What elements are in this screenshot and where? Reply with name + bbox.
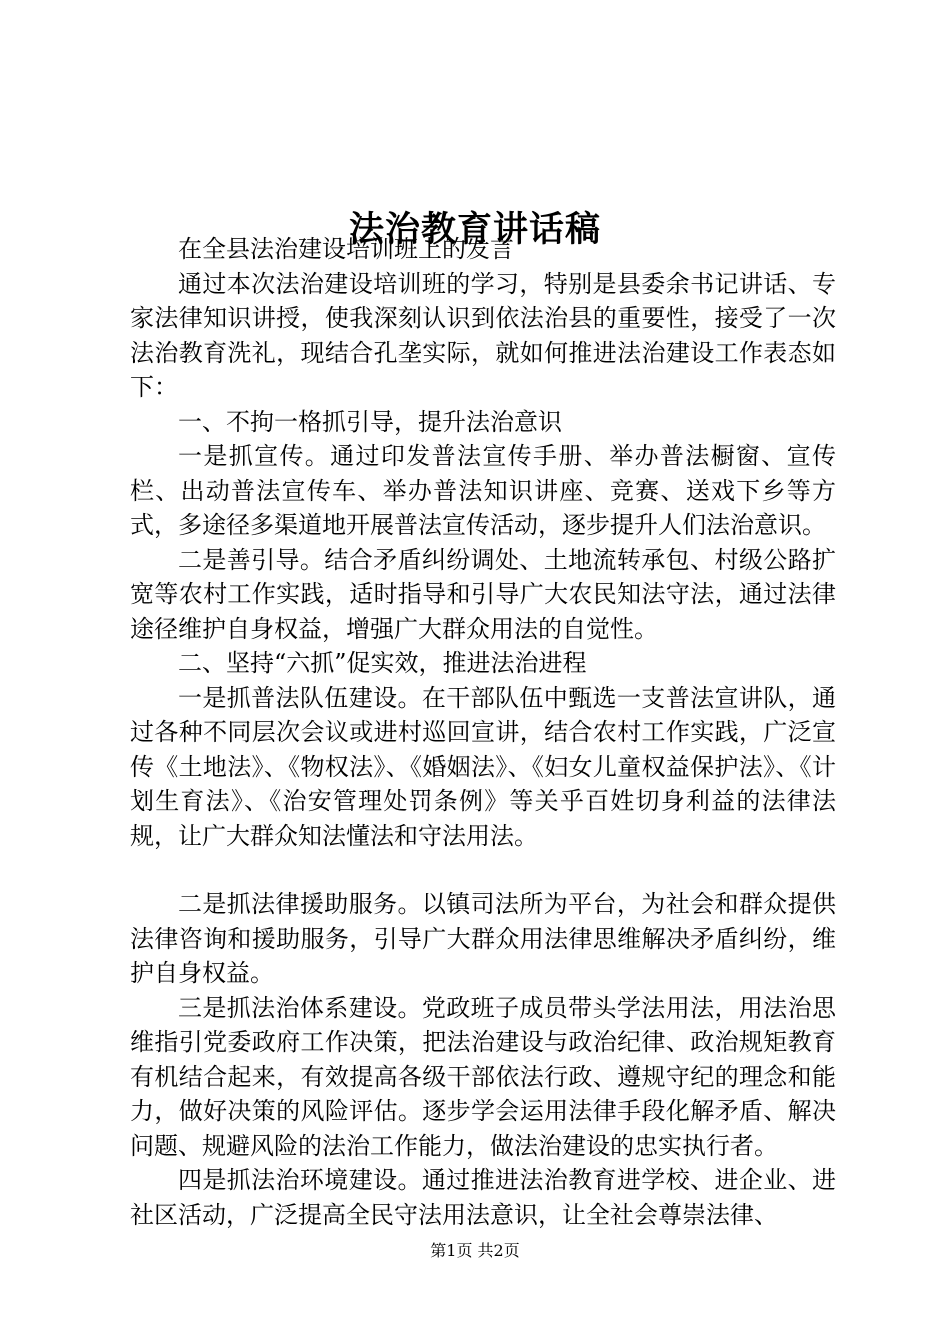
section-heading-1: 一、不拘一格抓引导，提升法治意识 bbox=[178, 407, 562, 436]
document-title: 法治教育讲话稿 bbox=[348, 209, 601, 251]
section-heading-2: 二、坚持“六抓”促实效，推进法治进程 bbox=[178, 649, 587, 677]
paragraph: 二是抓法律援助服务。以镇司法所为平台，为社会和群众提供法律咨询和援助服务，引导广大群众用法律思维解决矛盾纠纷，维护自身权益。 bbox=[130, 890, 836, 987]
page-number: 第1页 共2页 bbox=[430, 1241, 520, 1260]
paragraph: 一是抓宣传。通过印发普法宣传手册、举办普法橱窗、宣传栏、出动普法宣传车、举办普法知识讲座、竞赛、送戏下乡等方式，多途径多渠道地开展普法宣传活动，逐步提升人们法治意识。 bbox=[130, 442, 836, 539]
paragraph: 三是抓法治体系建设。党政班子成员带头学法用法，用法治思维指引党委政府工作决策，把法治建设与政治纪律、政治规矩教育有机结合起来，有效提高各级干部依法行政、遵规守纪的理念和能力，做好决策的风险评估。逐步学会运用法律手段化解矛盾、解决问题、规避风险的法治工作能力，做法治建设的忠实执行者。 bbox=[130, 993, 836, 1160]
paragraph-subtitle: 在全县法治建设培训班上的发言 bbox=[178, 235, 514, 263]
paragraph: 一是抓普法队伍建设。在干部队伍中甄选一支普法宣讲队，通过各种不同层次会议或进村巡回宣讲，结合农村工作实践，广泛宣传《土地法》、《物权法》、《婚姻法》、《妇女儿童权益保护法》、《计划生育法》、《治安管理处罚条例》等关乎百姓切身利益的法律法规，让广大群众知法懂法和守法用法。 bbox=[130, 683, 836, 850]
paragraph: 四是抓法治环境建设。通过推进法治教育进学校、进企业、进社区活动，广泛提高全民守法用法意识，让全社会尊崇法律、 bbox=[130, 1166, 836, 1229]
paragraph: 二是善引导。结合矛盾纠纷调处、土地流转承包、村级公路扩宽等农村工作实践，适时指导和引导广大农民知法守法，通过法律途径维护自身权益，增强广大群众用法的自觉性。 bbox=[130, 545, 836, 643]
paragraph-intro: 通过本次法治建设培训班的学习，特别是县委余书记讲话、专家法律知识讲授，使我深刻认识到依法治县的重要性，接受了一次法治教育洗礼，现结合孔垄实际，就如何推进法治建设工作表态如下： bbox=[130, 269, 836, 401]
document-body bbox=[130, 232, 836, 1232]
